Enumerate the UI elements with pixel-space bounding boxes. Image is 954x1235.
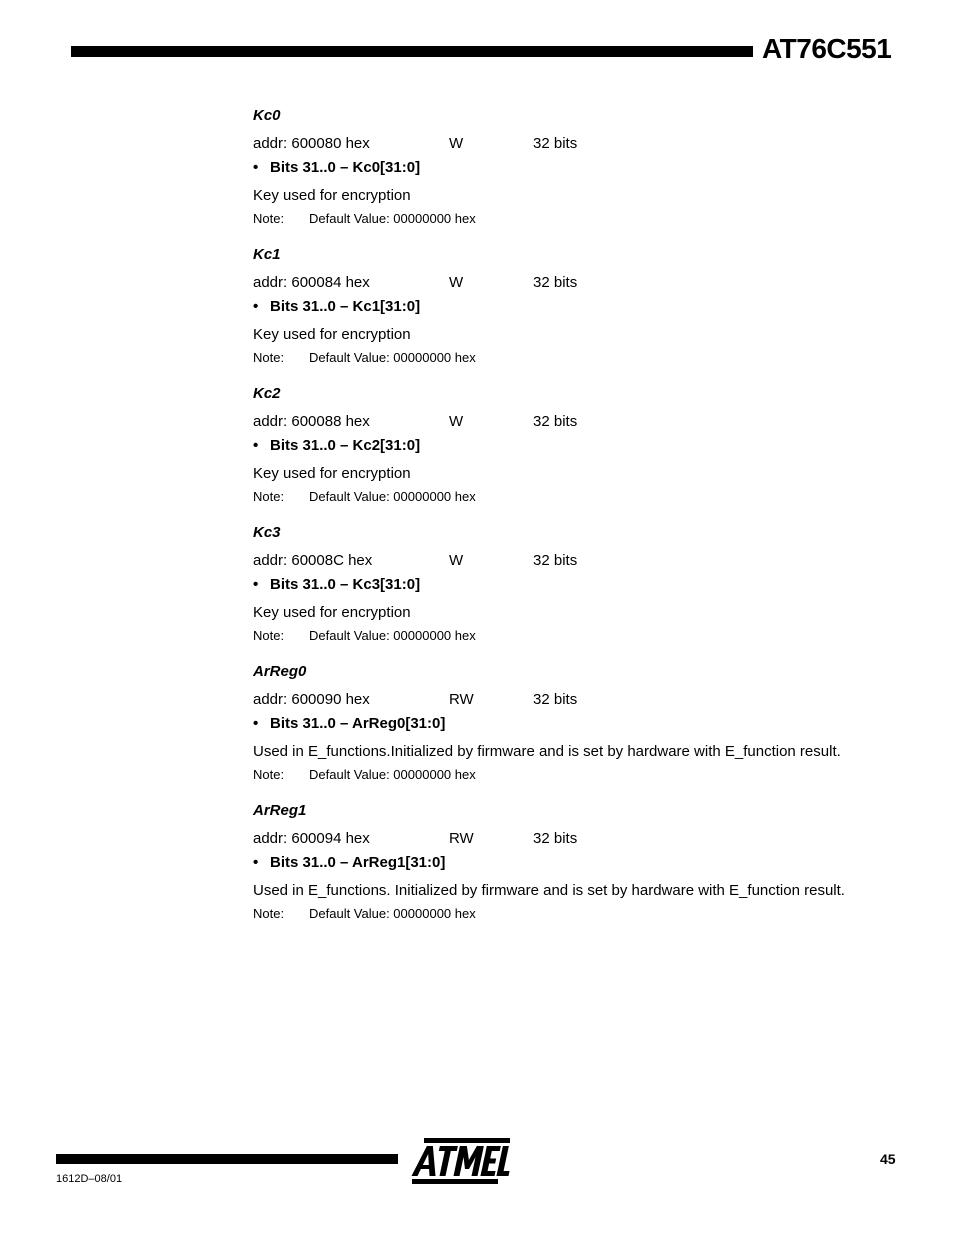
register-access: W: [449, 552, 464, 569]
register-width: 32 bits: [533, 413, 578, 430]
note-text: Default Value: 00000000 hex: [309, 767, 476, 782]
register-access: W: [449, 413, 464, 430]
register-description: Key used for encryption: [253, 187, 411, 204]
register-arreg0: [253, 663, 893, 802]
register-description: Key used for encryption: [253, 604, 411, 621]
footer-rule: [56, 1154, 398, 1164]
register-kc1: [253, 246, 893, 385]
register-access: RW: [449, 830, 474, 847]
header-rule: [71, 46, 753, 57]
note-text: Default Value: 00000000 hex: [309, 211, 476, 226]
note-label: Note:: [253, 906, 285, 921]
register-list: [253, 107, 893, 941]
register-description: Used in E_functions. Initialized by firmware and is set by hardware with E_function result.: [253, 882, 845, 899]
register-title: Kc2: [253, 385, 281, 402]
atmel-logo: [410, 1136, 512, 1186]
register-bits: [253, 715, 445, 733]
register-note: [253, 906, 476, 922]
register-address: addr: 60008C hex: [253, 552, 373, 569]
register-bits: [253, 854, 445, 872]
register-address: addr: 600088 hex: [253, 413, 370, 430]
register-bits-label: Bits 31..0 – Kc1[31:0]: [270, 298, 421, 315]
register-access: RW: [449, 691, 474, 708]
register-width: 32 bits: [533, 552, 578, 569]
bullet: •: [253, 715, 259, 732]
register-bits-label: Bits 31..0 – ArReg0[31:0]: [270, 715, 446, 732]
register-width: 32 bits: [533, 135, 578, 152]
register-note: [253, 211, 476, 227]
register-address: addr: 600094 hex: [253, 830, 370, 847]
register-note: [253, 350, 476, 366]
register-address: addr: 600084 hex: [253, 274, 370, 291]
bullet: •: [253, 576, 259, 593]
register-kc3: [253, 524, 893, 663]
bullet: •: [253, 854, 259, 871]
page-title: AT76C551: [762, 33, 892, 64]
register-bits-label: Bits 31..0 – Kc3[31:0]: [270, 576, 421, 593]
register-width: 32 bits: [533, 830, 578, 847]
register-note: [253, 628, 476, 644]
register-bits: [253, 437, 420, 455]
register-kc0: [253, 107, 893, 246]
register-access: W: [449, 135, 464, 152]
page-number: 45: [880, 1151, 896, 1167]
register-title: ArReg0: [253, 663, 307, 680]
register-description: Key used for encryption: [253, 326, 411, 343]
register-bits-label: Bits 31..0 – ArReg1[31:0]: [270, 854, 446, 871]
register-bits: [253, 159, 420, 177]
register-bits: [253, 298, 420, 316]
document-code: 1612D–08/01: [56, 1173, 123, 1185]
register-bits-label: Bits 31..0 – Kc0[31:0]: [270, 159, 421, 176]
register-title: Kc1: [253, 246, 281, 263]
bullet: •: [253, 159, 259, 176]
bullet: •: [253, 437, 259, 454]
note-label: Note:: [253, 767, 285, 782]
register-title: ArReg1: [253, 802, 307, 819]
register-address: addr: 600090 hex: [253, 691, 370, 708]
register-access: W: [449, 274, 464, 291]
register-note: [253, 489, 476, 505]
register-arreg1: [253, 802, 893, 941]
note-text: Default Value: 00000000 hex: [309, 628, 476, 643]
note-text: Default Value: 00000000 hex: [309, 350, 476, 365]
register-description: Key used for encryption: [253, 465, 411, 482]
register-kc2: [253, 385, 893, 524]
register-title: Kc3: [253, 524, 281, 541]
register-title: Kc0: [253, 107, 281, 124]
register-bits-label: Bits 31..0 – Kc2[31:0]: [270, 437, 421, 454]
register-description: Used in E_functions.Initialized by firmware and is set by hardware with E_function result.: [253, 743, 841, 760]
note-label: Note:: [253, 350, 285, 365]
register-width: 32 bits: [533, 691, 578, 708]
register-bits: [253, 576, 420, 594]
register-note: [253, 767, 476, 783]
register-width: 32 bits: [533, 274, 578, 291]
note-label: Note:: [253, 211, 285, 226]
note-text: Default Value: 00000000 hex: [309, 489, 476, 504]
bullet: •: [253, 298, 259, 315]
note-text: Default Value: 00000000 hex: [309, 906, 476, 921]
register-address: addr: 600080 hex: [253, 135, 370, 152]
note-label: Note:: [253, 628, 285, 643]
note-label: Note:: [253, 489, 285, 504]
